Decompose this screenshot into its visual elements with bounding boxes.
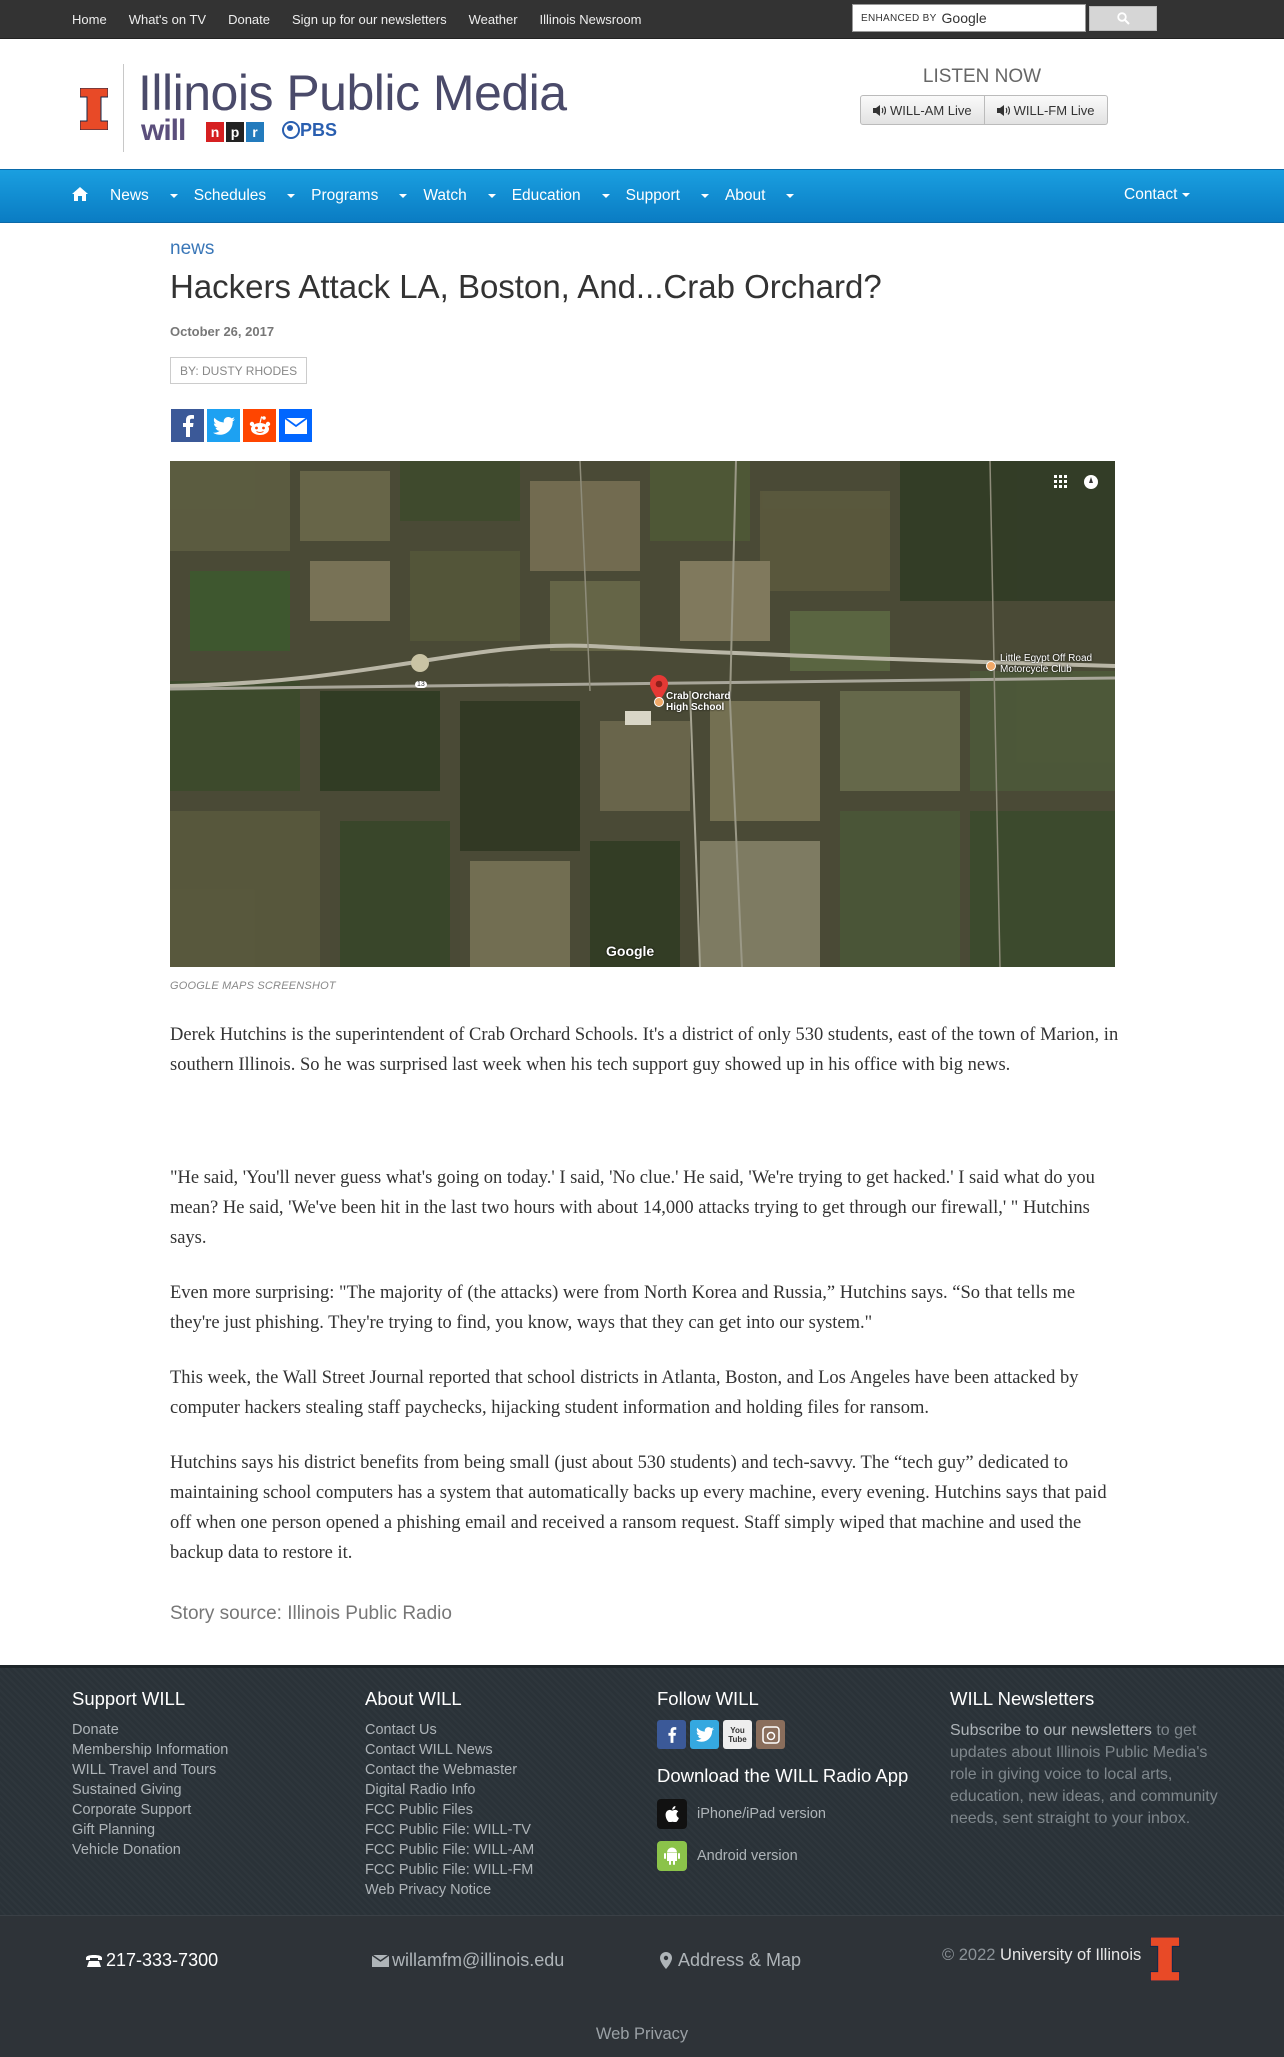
caret-down-icon [1182,193,1190,197]
youtube-glyph: You Tube [728,1725,747,1744]
map-label-school-line2: High School [666,702,725,713]
nav-news[interactable] [110,187,178,205]
nav-schedules[interactable] [194,187,295,205]
footer-about-heading: About WILL [365,1688,462,1709]
footer-link[interactable]: Membership Information [72,1742,229,1758]
nav-news-label: News [110,187,149,204]
article-paragraph: Even more surprising: "The majority of (the attacks) were from North Korea and Russia,” Hutchins says. “So that tells me they're just phishing. They're trying to find, you know, ways that they can get into our system." [170,1283,1076,1333]
youtube-icon[interactable] [723,1720,752,1749]
article-paragraph: "He said, 'You'll never guess what's going on today.' I said, 'No clue.' He said, 'We're trying to get hacked.' I said what do you mean? He said, 'We've been hit in the last two hours with about 14,000 attacks trying to get through our firewall,' " Hutchins says. [170,1168,1095,1248]
phone-link[interactable] [85,1950,218,1971]
twitter-icon [213,417,235,435]
map-label-club [1000,653,1092,675]
article-paragraph: Hutchins says his district benefits from being small (just about 530 students) and tech-savvy. The “tech guy” dedicated to maintaining school computers has a system that automatically backs up every machine, every evening. Hutchins says that paid off when one person opened a phishing email and received a ransom request. Staff simply wiped that machine and used the backup data to restore it. [170,1453,1107,1563]
facebook-glyph [667,1726,677,1744]
map-satellite-image [170,461,1115,967]
utility-links [72,0,663,38]
caret-down-icon [701,194,709,198]
footer-link[interactable]: FCC Public File: WILL-AM [365,1842,535,1858]
utility-link-home[interactable]: Home [72,11,107,27]
map-label-school-line1: Crab Orchard [666,691,731,702]
search-button[interactable] [1089,6,1157,31]
speaker-icon [873,105,886,116]
nav-education[interactable] [512,187,610,205]
section-kicker[interactable]: news [170,238,215,259]
pbs-logo [282,120,337,141]
footer-link[interactable]: Web Privacy Notice [365,1882,492,1898]
utility-link-newsroom[interactable]: Illinois Newsroom [539,11,642,27]
speaker-icon [997,105,1010,116]
road-shield: 13 [417,681,425,688]
utility-link-donate[interactable]: Donate [228,11,270,27]
social-icons [657,1720,908,1749]
search-icon [1117,12,1130,25]
android-icon [657,1841,687,1871]
iphone-app-link[interactable] [657,1799,908,1829]
footer-link[interactable]: Gift Planning [72,1822,156,1838]
envelope-icon [285,418,307,434]
utility-link-weather[interactable]: Weather [468,11,518,27]
facebook-share-button[interactable] [171,409,204,442]
footer-link[interactable]: WILL Travel and Tours [72,1762,217,1778]
nav-about-label: About [724,187,766,204]
listen-now-heading: LISTEN NOW [922,66,1042,87]
home-icon [72,187,88,201]
facebook-icon [181,415,195,437]
footer-support-heading: Support WILL [72,1688,186,1709]
will-fm-live-label: WILL-FM Live [1013,102,1095,118]
newsletter-blurb [950,1720,1220,1830]
nav-watch[interactable] [423,187,495,205]
email-link[interactable] [372,1950,564,1971]
caret-down-icon [602,194,610,198]
nav-contact-label: Contact [1124,186,1178,203]
map-label-school [666,691,730,713]
footer-link[interactable]: Contact WILL News [365,1742,493,1758]
npr-logo [206,122,266,142]
caret-down-icon [786,194,794,198]
footer-newsletters-heading: WILL Newsletters [950,1688,1095,1709]
address-label: Address & Map [678,1950,802,1970]
instagram-icon[interactable] [756,1720,785,1749]
map-label-club-line2: Motorcycle Club [1000,664,1072,675]
npr-letter-p: p [226,122,244,142]
nav-about[interactable] [725,187,795,205]
share-buttons [171,409,312,442]
illinois-block-i-icon[interactable] [1150,1937,1180,1981]
footer-newsletters-column [950,1688,1220,1830]
pbs-text: PBS [300,120,338,140]
map-label-club-line1: Little Egypt Off Road [1000,653,1093,664]
listen-buttons [860,95,1108,125]
footer-link[interactable]: Contact Us [365,1722,437,1738]
copyright-year: © 2022 [942,1946,996,1964]
footer-link[interactable]: Sustained Giving [72,1782,182,1798]
will-am-live-label: WILL-AM Live [890,102,972,118]
search-input[interactable] [852,4,1086,32]
site-title[interactable]: Illinois Public Media [138,65,567,121]
footer-link[interactable]: FCC Public File: WILL-FM [365,1862,534,1878]
image-caption: GOOGLE MAPS SCREENSHOT [170,980,336,992]
nav-contact[interactable] [1124,186,1190,204]
footer-follow-column [657,1688,908,1871]
utility-link-whats-on-tv[interactable]: What's on TV [128,11,207,27]
apple-glyph [665,1806,679,1822]
newsletter-blurb-text: to get updates about Illinois Public Media's role in giving voice to local arts, education, new ideas, and community needs, sent straight to your inbox. [950,1722,1218,1827]
article-paragraph: This week, the Wall Street Journal reported that school districts in Atlanta, Boston, and Los Angeles have been attacked by computer hackers stealing staff paychecks, hijacking student information and holding files for ransom. [170,1368,1079,1418]
will-logo: will [141,114,186,147]
facebook-icon[interactable] [657,1720,686,1749]
iphone-app-label: iPhone/iPad version [697,1806,826,1822]
pbs-head-icon [282,121,300,139]
footer-support-column [72,1688,228,1860]
club-marker-icon [986,661,996,671]
map-marker-icon [660,1952,672,1969]
footer-link[interactable]: Contact the Webmaster [365,1762,518,1778]
android-app-label: Android version [697,1848,798,1864]
google-brand: Google [941,10,987,26]
article-date: October 26, 2017 [170,324,275,339]
nav-support[interactable] [626,187,709,205]
footer-link[interactable]: Donate [72,1722,119,1738]
footer-about-column [365,1688,534,1900]
article-paragraph: Derek Hutchins is the superintendent of Crab Orchard Schools. It's a district of only 530 students, east of the town of Marion, in southern Illinois. So he was surprised last week when his tech support guy showed up in his office with big news. [170,1025,1119,1075]
newsletter-subscribe-link[interactable]: Subscribe to our newsletters [950,1722,1152,1739]
caret-down-icon [287,194,295,198]
footer-link[interactable]: Corporate Support [72,1802,192,1818]
nav-home[interactable] [72,187,90,206]
nav-education-label: Education [511,187,581,204]
main-nav [0,169,1284,223]
footer-link[interactable]: Digital Radio Info [365,1782,476,1798]
university-link[interactable]: University of Illinois [1000,1946,1142,1964]
email-address: willamfm@illinois.edu [392,1950,565,1970]
will-fm-live-button[interactable] [985,95,1108,125]
phone-number: 217-333-7300 [106,1950,219,1970]
school-marker-icon [654,697,664,707]
story-source: Story source: Illinois Public Radio [170,1603,452,1624]
twitter-icon[interactable] [690,1720,719,1749]
footer-link[interactable]: FCC Public File: WILL-TV [365,1822,531,1838]
nav-schedules-label: Schedules [193,187,267,204]
reddit-share-button[interactable] [243,409,276,442]
utility-bar [0,0,1284,39]
envelope-icon [372,1955,389,1967]
byline-badge[interactable]: BY: DUSTY RHODES [170,357,307,384]
twitter-share-button[interactable] [207,409,240,442]
nav-support-label: Support [625,187,680,204]
apple-icon [657,1799,687,1829]
site-footer [0,1665,1284,1918]
address-map-link[interactable] [660,1950,801,1971]
npr-letter-r: r [246,122,264,142]
app-heading: Download the WILL Radio App [657,1765,909,1786]
android-glyph [664,1847,680,1865]
phone-icon [85,1954,103,1968]
utility-link-newsletters[interactable]: Sign up for our newsletters [292,11,447,27]
footer-link[interactable]: Vehicle Donation [72,1842,181,1858]
nav-programs-label: Programs [311,187,379,204]
caret-down-icon [399,194,407,198]
copyright [942,1946,1141,1965]
reddit-icon [248,415,272,437]
twitter-glyph [696,1727,714,1742]
footer-follow-heading: Follow WILL [657,1688,759,1709]
caret-down-icon [170,194,178,198]
email-share-button[interactable] [279,409,312,442]
nav-watch-label: Watch [423,187,467,204]
will-am-live-button[interactable] [860,95,985,125]
npr-letter-n: n [206,122,224,142]
instagram-glyph [762,1726,780,1744]
map-watermark: Google [606,943,655,959]
compass-icon[interactable] [1083,474,1099,490]
footer-link[interactable]: FCC Public Files [365,1802,473,1818]
satellite-terrain [170,461,1115,967]
caret-down-icon [488,194,496,198]
web-privacy-link[interactable]: Web Privacy [595,2025,689,2043]
illinois-block-i-icon[interactable] [80,88,108,130]
article-title: Hackers Attack LA, Boston, And...Crab Orchard? [170,268,882,305]
search-prefix: ENHANCED BY [861,12,937,24]
android-app-link[interactable] [657,1841,908,1871]
grid-apps-icon[interactable] [1054,475,1068,489]
logo-divider [123,64,124,152]
nav-programs[interactable] [311,187,407,205]
